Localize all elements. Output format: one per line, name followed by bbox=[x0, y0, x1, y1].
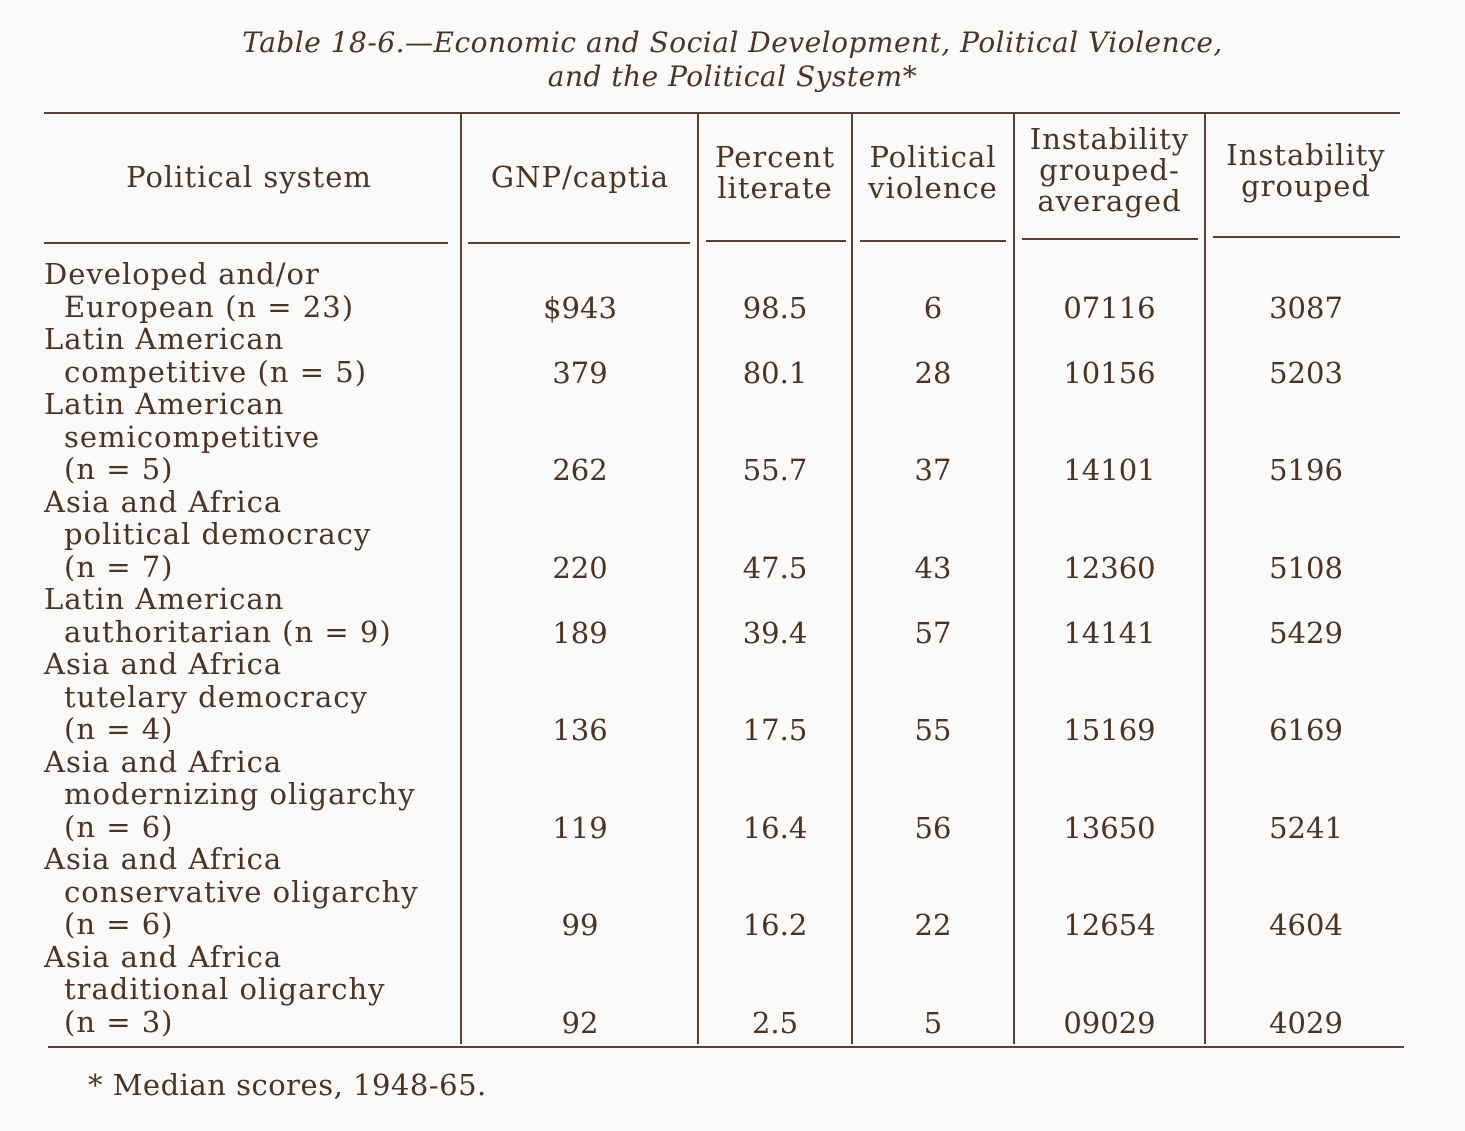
header-instability-grouped: Instability grouped bbox=[1226, 138, 1386, 203]
cell-violence: 5 bbox=[923, 1005, 943, 1040]
row-label-line: semicompetitive bbox=[64, 419, 321, 454]
cell-inst-grouped: 5429 bbox=[1269, 615, 1343, 650]
cell-inst-avg: 13650 bbox=[1063, 810, 1156, 845]
cell-violence: 43 bbox=[914, 550, 952, 585]
table-top-rule bbox=[44, 112, 1400, 114]
header-underline bbox=[706, 240, 846, 242]
cell-literate: 39.4 bbox=[742, 615, 808, 650]
cell-inst-grouped: 5203 bbox=[1269, 355, 1343, 390]
cell-gnp: 119 bbox=[552, 810, 608, 845]
header-underline bbox=[468, 242, 690, 244]
cell-inst-avg: 14101 bbox=[1063, 453, 1156, 487]
row-label bbox=[44, 486, 371, 584]
row-label bbox=[44, 746, 416, 844]
row-label bbox=[44, 941, 386, 1039]
row-label-line: authoritarian (n = 9) bbox=[64, 614, 392, 649]
cell-inst-avg: 09029 bbox=[1063, 1005, 1156, 1040]
table-footnote: * Median scores, 1948-65. bbox=[88, 1068, 487, 1102]
row-label-line: political democracy bbox=[64, 517, 372, 551]
cell-violence: 56 bbox=[914, 810, 952, 845]
row-label-line: Asia and Africa bbox=[44, 939, 283, 974]
cell-gnp: 92 bbox=[561, 1005, 599, 1040]
cell-violence: 22 bbox=[914, 908, 952, 942]
cell-gnp: 136 bbox=[552, 713, 608, 747]
cell-literate: 80.1 bbox=[742, 355, 808, 390]
header-political-violence: Political violence bbox=[868, 140, 998, 205]
row-label bbox=[44, 648, 368, 746]
header-underline bbox=[44, 242, 448, 244]
cell-inst-avg: 12360 bbox=[1063, 550, 1156, 585]
row-label-line: Latin American bbox=[44, 582, 285, 616]
cell-literate: 47.5 bbox=[742, 550, 808, 585]
cell-gnp: $943 bbox=[543, 290, 617, 325]
cell-literate: 55.7 bbox=[742, 453, 808, 487]
row-label-line: tutelary democracy bbox=[64, 679, 368, 714]
cell-inst-grouped: 6169 bbox=[1269, 713, 1343, 747]
header-underline bbox=[1213, 236, 1400, 238]
row-label-line: (n = 7) bbox=[64, 549, 174, 584]
cell-literate: 98.5 bbox=[742, 290, 808, 325]
row-label-line: Asia and Africa bbox=[44, 744, 283, 779]
cell-violence: 28 bbox=[914, 355, 952, 390]
cell-inst-grouped: 5241 bbox=[1269, 810, 1343, 845]
cell-gnp: 99 bbox=[561, 908, 599, 942]
cell-inst-avg: 14141 bbox=[1063, 615, 1156, 650]
row-label-line: (n = 5) bbox=[64, 452, 174, 486]
row-label-line: Latin American bbox=[44, 322, 285, 356]
cell-literate: 16.4 bbox=[742, 810, 808, 845]
cell-literate: 16.2 bbox=[742, 908, 808, 942]
table-caption-line-1: Table 18-6.—Economic and Social Development, Political Violence, bbox=[242, 26, 1223, 59]
cell-violence: 57 bbox=[914, 615, 952, 650]
header-underline bbox=[860, 240, 1006, 242]
row-label-line: Developed and/or bbox=[44, 257, 320, 291]
row-label bbox=[44, 388, 320, 486]
cell-gnp: 379 bbox=[552, 355, 608, 390]
cell-literate: 17.5 bbox=[742, 713, 808, 747]
header-instability-grouped-averaged: Instability grouped- averaged bbox=[1029, 122, 1190, 218]
cell-violence: 55 bbox=[914, 713, 952, 747]
row-label-line: traditional oligarchy bbox=[64, 972, 386, 1006]
cell-inst-avg: 10156 bbox=[1063, 355, 1156, 390]
row-label bbox=[44, 583, 392, 648]
cell-inst-grouped: 4029 bbox=[1269, 1005, 1343, 1040]
row-label-line: (n = 3) bbox=[64, 1004, 174, 1039]
row-label-line: (n = 6) bbox=[64, 809, 174, 844]
row-label-line: (n = 4) bbox=[64, 712, 174, 746]
table-bottom-rule bbox=[48, 1046, 1404, 1048]
cell-inst-grouped: 5196 bbox=[1269, 453, 1343, 487]
cell-inst-avg: 12654 bbox=[1063, 908, 1156, 942]
row-label-line: Latin American bbox=[44, 387, 285, 421]
cell-gnp: 189 bbox=[552, 615, 608, 650]
table-caption-line-2: and the Political System* bbox=[547, 60, 918, 93]
cell-inst-avg: 15169 bbox=[1063, 713, 1156, 747]
row-label-line: (n = 6) bbox=[64, 907, 174, 941]
cell-gnp: 262 bbox=[552, 453, 608, 487]
row-label bbox=[44, 258, 354, 323]
row-label bbox=[44, 323, 367, 388]
cell-inst-grouped: 5108 bbox=[1269, 550, 1343, 585]
row-label-line: European (n = 23) bbox=[64, 289, 355, 324]
cell-gnp: 220 bbox=[552, 550, 608, 585]
row-label-line: conservative oligarchy bbox=[64, 874, 419, 909]
row-label-line: Asia and Africa bbox=[44, 647, 283, 681]
header-gnp-per-capita: GNP/captia bbox=[490, 160, 670, 194]
row-label bbox=[44, 843, 419, 941]
cell-inst-grouped: 3087 bbox=[1269, 290, 1343, 325]
header-percent-literate: Percent literate bbox=[715, 140, 835, 205]
row-label-line: competitive (n = 5) bbox=[64, 354, 368, 389]
cell-inst-grouped: 4604 bbox=[1269, 908, 1343, 942]
header-underline bbox=[1022, 238, 1198, 240]
cell-literate: 2.5 bbox=[751, 1005, 799, 1040]
cell-violence: 37 bbox=[914, 453, 952, 487]
row-label-line: Asia and Africa bbox=[44, 484, 283, 519]
row-label-line: modernizing oligarchy bbox=[64, 777, 416, 811]
cell-violence: 6 bbox=[923, 290, 943, 325]
header-political-system: Political system bbox=[126, 160, 372, 194]
row-label-line: Asia and Africa bbox=[44, 842, 283, 876]
cell-inst-avg: 07116 bbox=[1063, 290, 1156, 325]
